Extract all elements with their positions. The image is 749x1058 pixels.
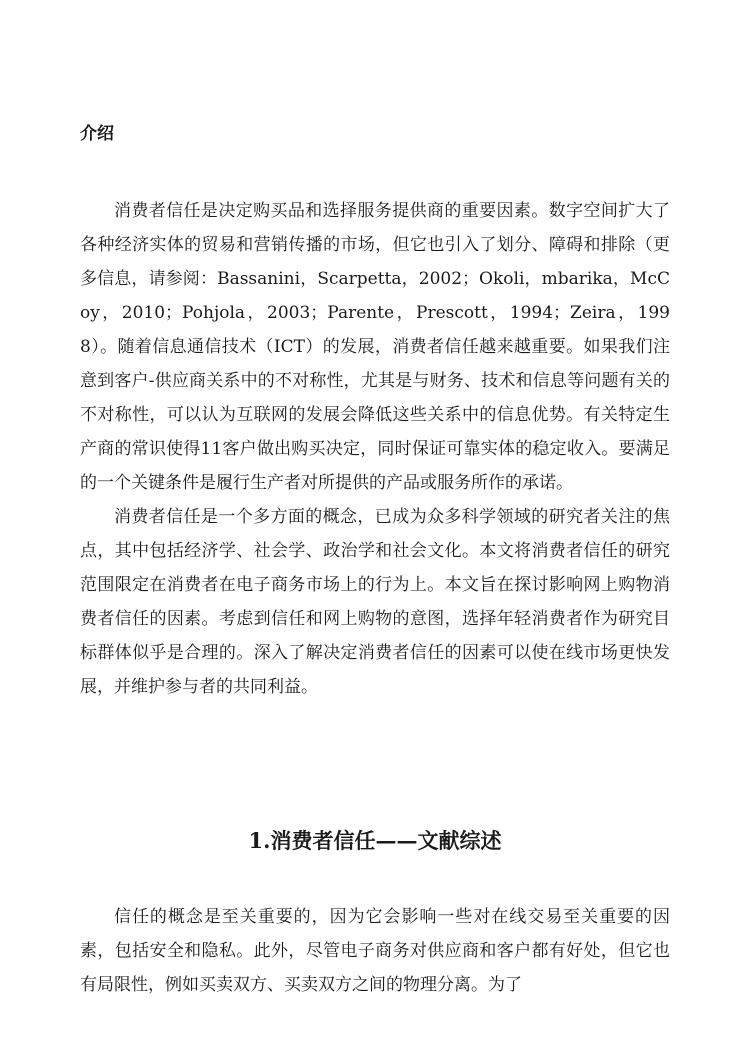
intro-body [80,194,670,704]
section-1-heading: 1.消费者信任——文献综述 [248,828,502,853]
section-1-paragraph-1: 信任的概念是至关重要的，因为它会影响一些对在线交易至关重要的因素，包括安全和隐私。此外，尽管电子商务对供应商和客户都有好处，但它也有局限性，例如买卖双方、买卖双方之间的物理分离。为了 [80,907,670,995]
section-1-body [80,900,670,1002]
intro-heading: 介绍 [80,124,114,144]
intro-paragraph-1: 消费者信任是决定购买品和选择服务提供商的重要因素。数字空间扩大了各种经济实体的贸易和营销传播的市场，但它也引入了划分、障碍和排除（更多信息，请参阅：Bassanini，Scarpetta，2002；Okoli，mbarika，McCoy，2010；Pohjola，2003；Parente，Prescott，1994；Zeira，1998）。随着信息通信技术（ICT）的发展，消费者信任越来越重要。如果我们注意到客户-供应商关系中的不对称性，尤其是与财务、技术和信息等问题有关的不对称性，可以认为互联网的发展会降低这些关系中的信息优势。有关特定生产商的常识使得11客户做出购买决定，同时保证可靠实体的稳定收入。要满足的一个关键条件是履行生产者对所提供的产品或服务所作的承诺。 [80,201,670,493]
intro-paragraph-2: 消费者信任是一个多方面的概念，已成为众多科学领域的研究者关注的焦点，其中包括经济学、社会学、政治学和社会文化。本文将消费者信任的研究范围限定在消费者在电子商务市场上的行为上。本文旨在探讨影响网上购物消费者信任的因素。考虑到信任和网上购物的意图，选择年轻消费者作为研究目标群体似乎是合理的。深入了解决定消费者信任的因素可以使在线市场更快发展，并维护参与者的共同利益。 [80,507,670,697]
